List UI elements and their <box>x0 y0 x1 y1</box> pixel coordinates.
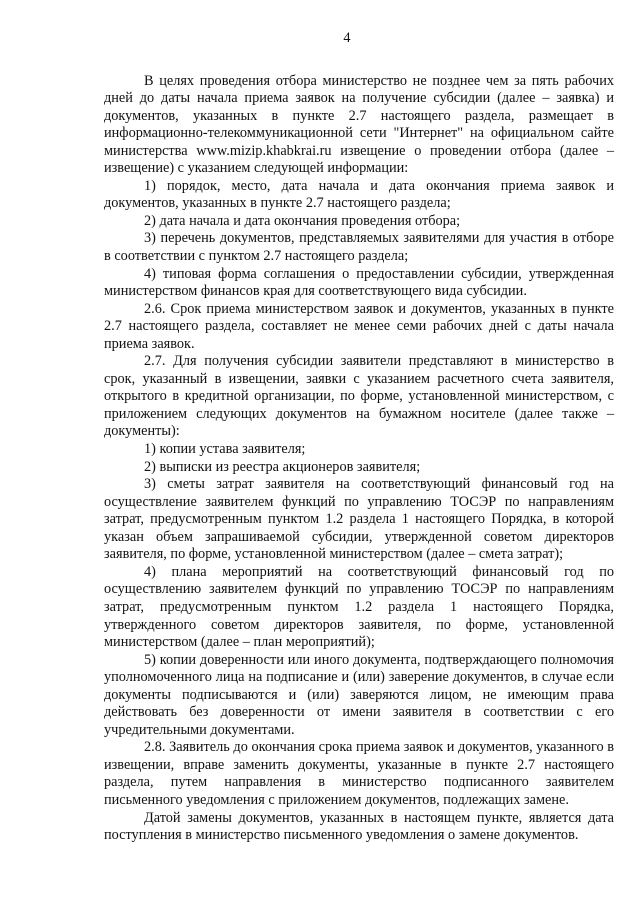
paragraph-item-1: 1) порядок, место, дата начала и дата окончания приема заявок и документов, указанных в пункте 2.7 настоящего раздела; <box>104 177 614 212</box>
paragraph-doc-4: 4) плана мероприятий на соответствующий финансовый год по осуществлению заявителем функций по управлению ТОСЭР по направлениям затрат, предусмотренным пунктом 1.2 раздела 1 настоящего Порядка, утвержденного советом директоров заявителя, по форме, установленной министерством (далее – план мероприятий); <box>104 563 614 651</box>
paragraph-item-4: 4) типовая форма соглашения о предоставлении субсидии, утвержденная министерством финансов края для соответствующего вида субсидии. <box>104 265 614 300</box>
paragraph-doc-3: 3) сметы затрат заявителя на соответствующий финансовый год на осуществление заявителем функций по управлению ТОСЭР по направлениям затрат, предусмотренным пунктом 1.2 раздела 1 настоящего Порядка, в которой указан объем запрашиваемой субсидии, утвержденной советом директоров заявителя, по форме, установленной министерством (далее – смета затрат); <box>104 476 614 563</box>
paragraph-2-6: 2.6. Срок приема министерством заявок и документов, указанных в пункте 2.7 настоящего раздела, составляет не менее семи рабочих дней с даты начала приема заявок. <box>104 300 614 352</box>
paragraph-item-3: 3) перечень документов, представляемых заявителями для участия в отборе в соответствии с пунктом 2.7 настоящего раздела; <box>104 230 614 265</box>
paragraph-notice-intro: В целях проведения отбора министерство не позднее чем за пять рабочих дней до даты начала приема заявок на получение субсидии (далее – заявка) и документов, указанных в пункте 2.7 настоящего раздела, размещает в информационно-телекоммуникационной сети "Интернет" на официальном сайте министерства www.mizip.khabkrai.ru извещение о проведении отбора (далее – извещение) с указанием следующей информации: <box>104 72 614 177</box>
paragraph-2-7: 2.7. Для получения субсидии заявители представляют в министерство в срок, указанный в извещении, заявки с указанием расчетного счета заявителя, открытого в кредитной организации, по форме, установленной министерством, с приложением следующих документов на бумажном носителе (далее также – документы): <box>104 353 614 440</box>
page-number: 4 <box>343 30 351 46</box>
paragraph-doc-5: 5) копии доверенности или иного документа, подтверждающего полномочия уполномоченного лица на подписание и (или) заверение документов, в случае если документы подписываются и (или) заверяются лицом, не имеющим права действовать без доверенности от имени заявителя в соответствии с его учредительными документами. <box>104 651 614 738</box>
paragraph-doc-1: 1) копии устава заявителя; <box>144 441 306 458</box>
paragraph-doc-2: 2) выписки из реестра акционеров заявителя; <box>144 458 421 475</box>
paragraph-item-2: 2) дата начала и дата окончания проведения отбора; <box>144 212 461 229</box>
paragraph-2-8: 2.8. Заявитель до окончания срока приема заявок и документов, указанного в извещении, вправе заменить документы, указанные в пункте 2.7 настоящего раздела, путем направления в министерство подписанного заявителем письменного уведомления с приложением документов, подлежащих замене. <box>104 739 614 808</box>
paragraph-replacement-date: Датой замены документов, указанных в настоящем пункте, является дата поступления в министерство письменного уведомления о замене документов. <box>104 809 614 844</box>
